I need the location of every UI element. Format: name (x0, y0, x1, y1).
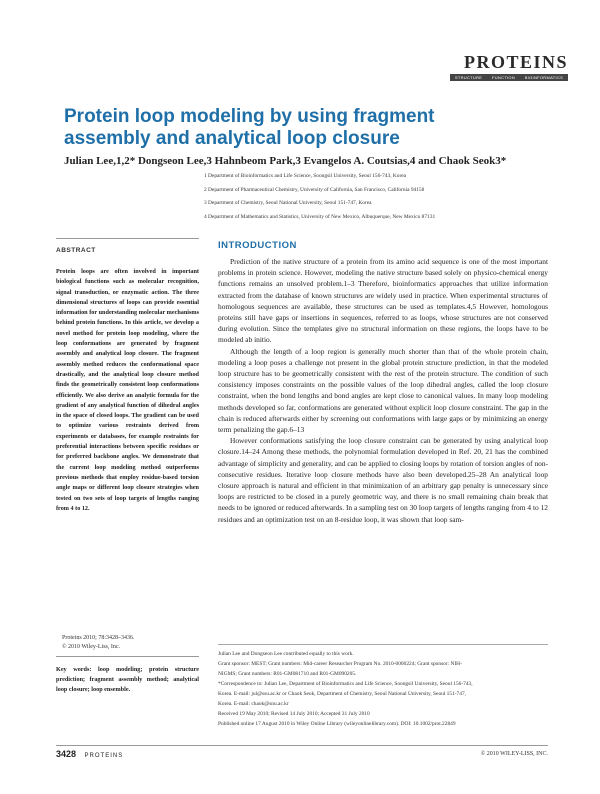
affiliation: 4 Department of Mathematics and Statistics, University of New Mexico, Albuquerque, New Mexico 87131 (204, 213, 436, 220)
citation (62, 634, 202, 652)
page-number: 3428 (56, 749, 77, 759)
affiliation: 1 Department of Bioinformatics and Life Science, Soongsil University, Seoul 156-743, Korea (204, 173, 407, 179)
journal-logo-subtitle (450, 74, 568, 81)
affiliation: 3 Department of Chemistry, Seoul National University, Seoul 151-747, Korea (204, 200, 372, 206)
abstract-heading: ABSTRACT (56, 247, 96, 254)
footer-divider (56, 745, 548, 746)
intro-paragraph: Although the length of a loop region is generally much shorter than that of the whole protein chain, modeling a loop poses a challenge not present in the global protein structure prediction, in that the modeled loop structure has to be geometrically consistent with the rest of the protein structure. The condition of such consistency imposes constraints on the possible values of the loop dihedral angles, called the loop closure constraint, when the bond lengths and bond angles are kept close to canonical values. In many loop modeling methods developed so far, conformations are generated without explicit loop closure constraint. The gap in the chain is reduced afterwards either by screening out conformations with large gaps or by minimizing an energy term penalizing the gap.6–13 (218, 346, 548, 435)
citation-line: © 2010 Wiley-Liss, Inc. (62, 644, 121, 650)
footnotes (218, 644, 548, 729)
footnote-line: Korea. E-mail: jul@ssu.ac.kr or Chaok Seok, Department of Chemistry, Seoul National University, Seoul 151-747, (218, 691, 466, 697)
article-title: Protein loop modeling by using fragment assembly and analytical loop closure (64, 106, 435, 149)
keywords-label: Key words: (56, 666, 92, 673)
author-list: Julian Lee,1,2* Dongseon Lee,3 Hahnbeom Park,3 Evangelos A. Coutsias,4 and Chaok Seok3* (64, 155, 507, 167)
footnote-line: Received 19 May 2010; Revised 14 July 2010; Accepted 31 July 2010 (218, 711, 370, 717)
page-footer-left (56, 749, 123, 759)
footnote-line: Julian Lee and Dongseon Lee contributed equally to this work. (218, 651, 354, 657)
footnote-line: NIGMS; Grant numbers: R01-GM081710 and R01-GM090205. (218, 671, 357, 677)
logo-subtitle-item: FUNCTION (491, 75, 516, 80)
footnote-line: Korea. E-mail: chaok@snu.ac.kr (218, 701, 289, 707)
abstract-text: Protein loops are often involved in important biological functions such as molecular recognition, signal transduction, or enzymatic action. The three dimensional structures of loops can provide essential information for understanding molecular mechanisms behind protein functions. In this article, we develop a novel method for protein loop modeling, where the loop conformations are generated by fragment assembly and analytical loop closure. The fragment assembly method reduces the conformational space drastically, and the analytical loop closure method finds the geometrically consistent loop conformations efficiently. We also derive an analytic formula for the gradient of any analytical function of dihedral angles in the space of closed loops. The gradient can be used to optimize various restraints derived from experiments or databases, for example restraints for preferential interactions between specific residues or for preferred backbone angles. We demonstrate that the current loop modeling method outperforms previous methods that employ residue-based torsion angle maps or different loop closure strategies when tested on two sets of loop targets of lengths ranging from 4 to 12. (56, 268, 199, 512)
logo-subtitle-item: STRUCTURE (454, 75, 483, 80)
intro-paragraph: Prediction of the native structure of a protein from its amino acid sequence is one of the most important problems in protein science. However, modeling the native structure based solely on physico-chemical energy functions remains an unsolved problem.1–3 Therefore, bioinformatics approaches that utilize information extracted from the database of known structures are widely used in practice. When experimental structures of homologous sequences are available, these structures can be used as templates.4,5 However, homologous proteins still have gaps or insertions in sequences, referred to as loops, whose structures are not conserved during evolution. Since the templates give no structural information on these regions, the loops have to be modeled ab initio. (218, 257, 548, 345)
affiliations (204, 170, 584, 224)
affiliation: 2 Department of Pharmaceutical Chemistry, University of California, San Francisco, California 94158 (204, 186, 425, 193)
footnote-line: Published online 17 August 2010 in Wiley Online Library (wileyonlinelibrary.com). DOI: 10.1002/prot.22849 (218, 721, 456, 727)
journal-logo-text: PROTEINS (463, 52, 568, 72)
introduction-heading: INTRODUCTION (218, 240, 297, 251)
footnote-line: Grant sponsor: MEST; Grant numbers: Mid-career Researcher Program No. 2010-0000224; Grant sponsor: NIH- (218, 661, 462, 667)
footer-copyright: © 2010 WILEY-LISS, INC. (480, 751, 548, 757)
logo-subtitle-item: BIOINFORMATICS (524, 75, 564, 80)
footer-journal-name: PROTEINS (84, 753, 124, 759)
intro-paragraph: However conformations satisfying the loop closure constraint can be generated by using analytical loop closure.14–24 Among these methods, the polynomial formulation developed in Ref. 20, 21 has the combined advantage of simplicity and generality, and can be applied to closing loops by rotation of torsion angles of non-consecutive residues. Iterative loop closure methods have also been developed.25–28 An analytical loop closure approach is natural and efficient in that minimization of an arbitrary gap penalty is unnecessary since loops are restricted to be closed in a purely geometric way, and there is no small remaining chain break that needs to be ignored or reduced afterwards. In a sampling test on 30 loop targets of lengths ranging from 4 to 12 residues and an optimization test on an 8-residue loop, it was shown that loop sam- (218, 436, 548, 524)
keywords-section (56, 656, 199, 695)
citation-line: Proteins 2010; 78:3428–3436. (62, 635, 135, 641)
journal-logo (450, 52, 568, 81)
keywords-text: loop modeling; protein structure prediction; fragment assembly method; analytical loop closure; loop ensemble. (56, 666, 199, 693)
introduction-body (218, 256, 548, 525)
abstract-section (56, 238, 199, 561)
footnote-line: *Correspondence to: Julian Lee, Department of Bioinformatics and Life Science, Soongsil University, Seoul 156-743, (218, 681, 473, 687)
